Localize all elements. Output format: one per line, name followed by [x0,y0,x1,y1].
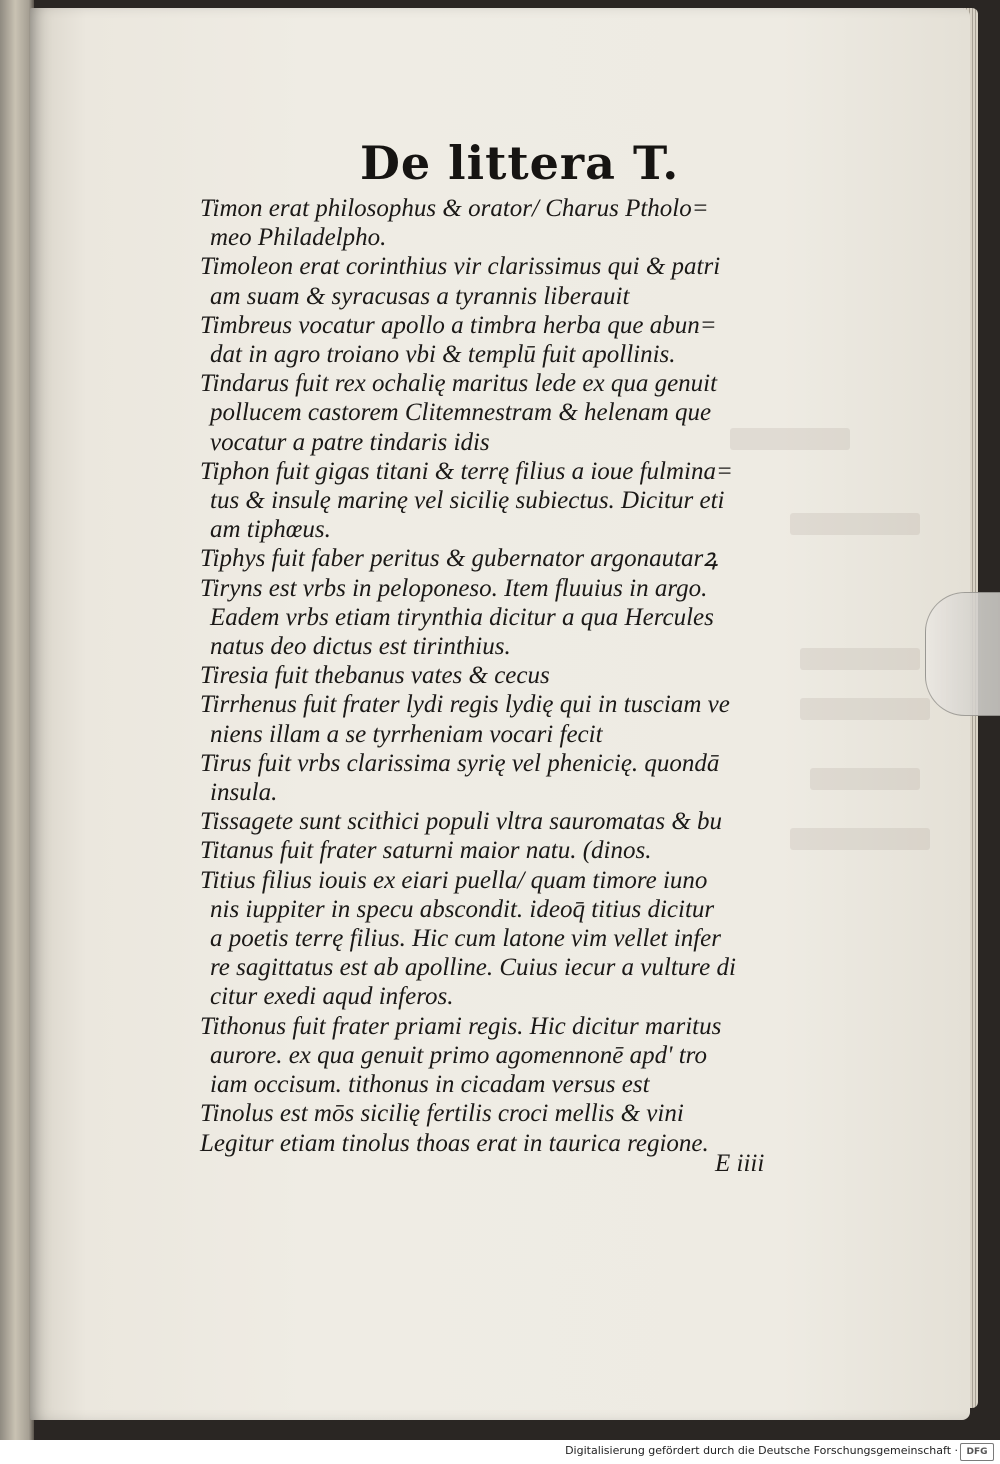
entry-line: Timon erat philosophus & orator/ Charus Ptholo= [200,195,709,222]
dictionary-entry [200,194,800,252]
dictionary-entry [200,866,800,1012]
signature-mark: E iiii [715,1150,765,1177]
dictionary-entry [200,690,800,748]
dfg-logo: DFG [960,1443,994,1461]
entry-line: Tiphys fuit faber peritus & gubernator argonautarꝝ [200,545,718,573]
entry-line: citur exedi aqud inferos. [210,983,454,1011]
entry-line: am tiphœus. [210,516,331,544]
dictionary-entry [200,574,800,662]
dictionary-entry [200,544,800,573]
entry-list [200,194,800,1158]
funding-credit: Digitalisierung gefördert durch die Deutsche Forschungsgemeinschaft · [565,1444,958,1457]
dictionary-entry [200,457,800,545]
dictionary-entry [200,1099,800,1128]
entry-line: meo Philadelpho. [210,224,387,252]
scanner-clip [925,592,1000,716]
entry-line: insula. [210,779,278,807]
entry-line: Tiryns est vrbs in peloponeso. Item fluuius in argo. [200,574,708,602]
entry-line: Timbreus vocatur apollo a timbra herba que abun= [200,311,717,339]
entry-line: tus & insulę marinę vel sicilię subiectus. Dicitur eti [210,487,725,515]
dictionary-entry [200,369,800,457]
entry-line: vocatur a patre tindaris idis [210,428,490,456]
dictionary-entry [200,661,800,690]
entry-line: niens illam a se tyrrheniam vocari fecit [210,720,603,748]
entry-line: Titius filius iouis ex eiari puella/ quam timore iuno [200,866,708,894]
entry-line: Timoleon erat corinthius vir clarissimus qui & patri [200,253,721,281]
entry-line: Tindarus fuit rex ochalię maritus lede ex qua genuit [200,370,718,398]
entry-line: nis iuppiter in specu abscondit. ideoq̄ titius dicitur [210,895,715,923]
entry-line: pollucem castorem Clitemnestram & helenam que [210,399,712,427]
dictionary-entry [200,1012,800,1100]
entry-line: dat in agro troiano vbi & templū fuit apollinis. [210,341,676,369]
book-page [30,8,970,1420]
entry-line: Tiphon fuit gigas titani & terrę filius a ioue fulmina= [200,457,733,485]
entry-line: Tirus fuit vrbs clarissima syrię vel phenicię. quondā [200,749,720,777]
entry-line: Tissagete sunt scithici populi vltra sauromatas & bu [200,808,723,836]
dictionary-entry [200,836,800,865]
dictionary-entry [200,311,800,369]
entry-line: a poetis terrę filius. Hic cum latone vim vellet infer [210,925,721,953]
entry-line: am suam & syracusas a tyrannis liberauit [210,282,630,310]
entry-line: Titanus fuit frater saturni maior natu. (dinos. [200,837,652,865]
dictionary-entry [200,1129,800,1158]
entry-line: iam occisum. tithonus in cicadam versus est [210,1071,650,1099]
left-page-edge [0,0,34,1440]
entry-line: Tirrhenus fuit frater lydi regis lydię qui in tusciam ve [200,691,730,719]
dictionary-entry [200,807,800,836]
entry-line: Legitur etiam tinolus thoas erat in taurica regione. [200,1129,709,1157]
entry-line: Tiresia fuit thebanus vates & cecus [200,662,550,690]
page-heading: De littera T. [360,136,680,190]
entry-line: Tinolus est mōs sicilię fertilis croci mellis & vini [200,1100,684,1128]
entry-line: natus deo dictus est tirinthius. [210,633,511,661]
entry-line: Tithonus fuit frater priami regis. Hic dicitur maritus [200,1012,722,1040]
dictionary-entry [200,252,800,310]
footer-bar [0,1440,1000,1464]
entry-line: re sagittatus est ab apolline. Cuius iecur a vulture di [210,954,736,982]
entry-line: aurore. ex qua genuit primo agomennonē apd' tro [210,1041,707,1069]
entry-line: Eadem vrbs etiam tirynthia dicitur a qua Hercules [210,603,714,631]
dictionary-entry [200,749,800,807]
